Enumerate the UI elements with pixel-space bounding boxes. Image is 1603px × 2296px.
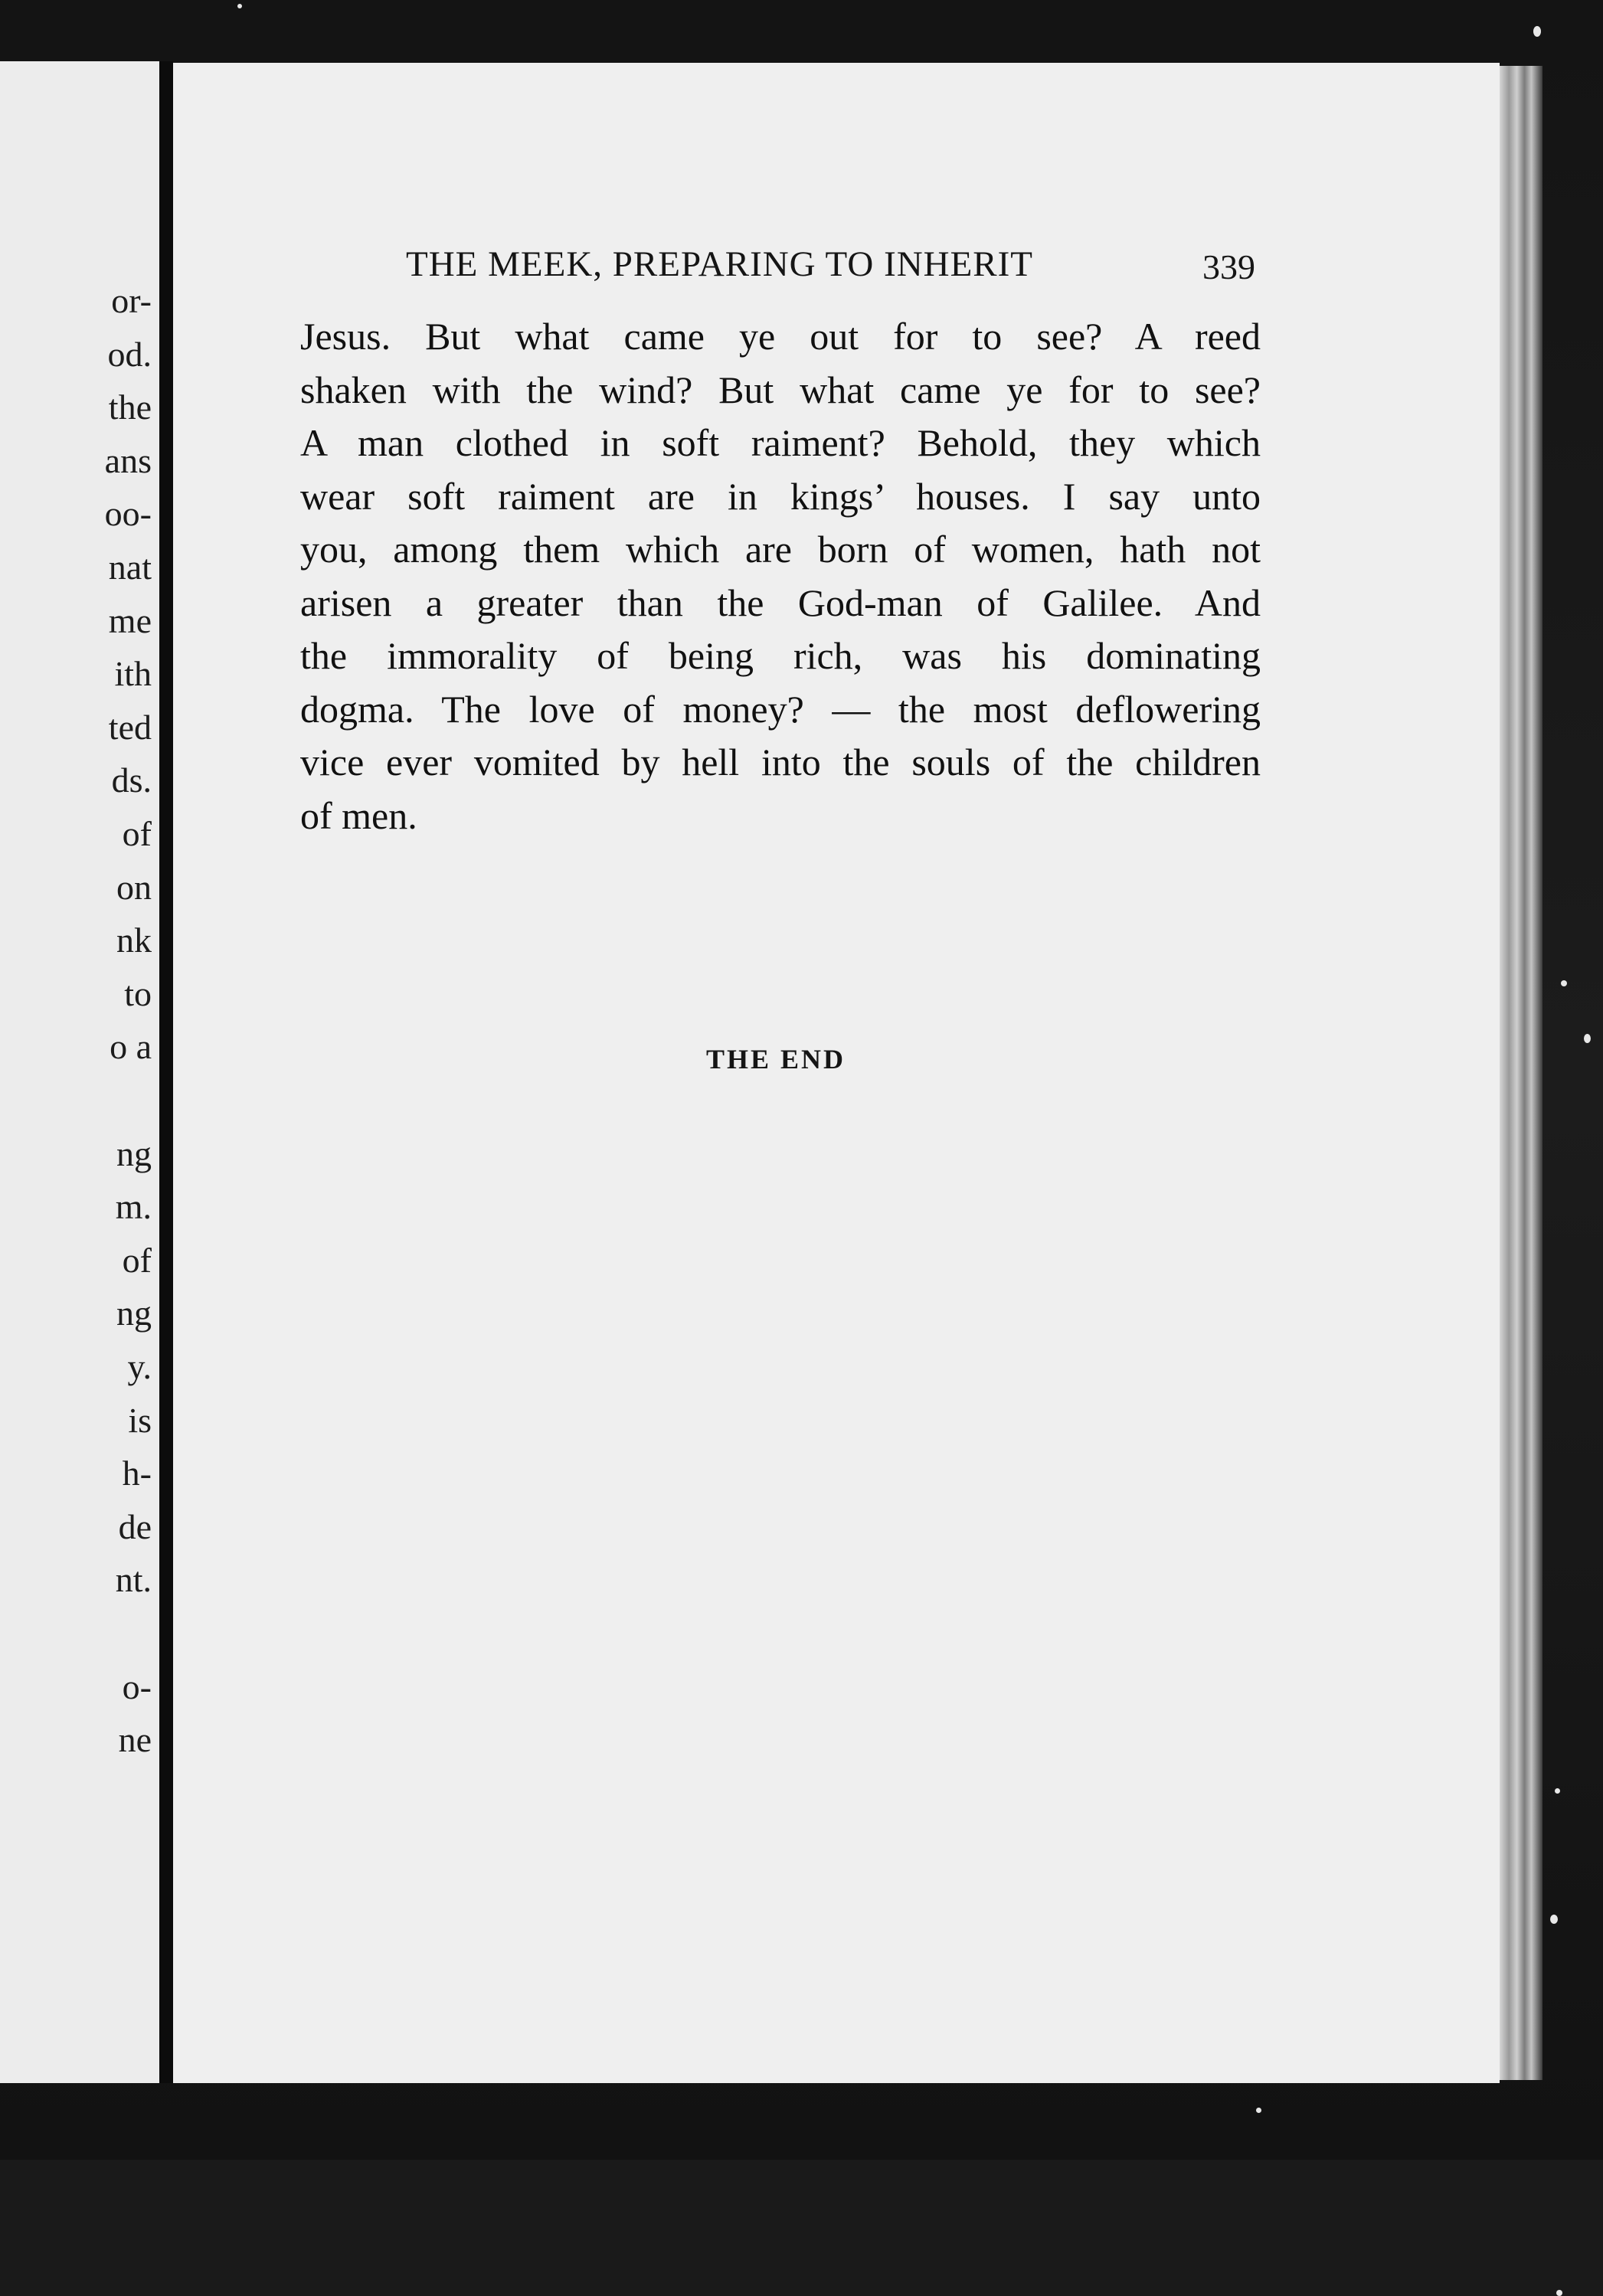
book-gutter — [159, 61, 173, 2083]
scan-speck — [1555, 1788, 1560, 1794]
left-page-fragment: od. — [107, 334, 152, 374]
scan-speck — [1584, 1034, 1591, 1043]
body-line: you, among them which are born of women, hath not — [300, 528, 1261, 571]
left-page-fragment: ted — [108, 707, 152, 747]
running-head: THE MEEK, PREPARING TO INHERIT — [406, 244, 1034, 284]
body-line: wear soft raiment are in kings’ houses. I say unto — [300, 474, 1261, 518]
scan-speck — [1561, 980, 1567, 986]
body-line: of men. — [300, 793, 417, 837]
scan-speck — [1550, 1915, 1558, 1924]
left-page-fragment: is — [128, 1400, 152, 1440]
left-page-fragment: ne — [118, 1720, 152, 1760]
left-page-fragment: ith — [114, 654, 152, 694]
left-page-fragment: m. — [115, 1187, 152, 1227]
left-page-fragment: nat — [108, 548, 152, 587]
left-page-fragment: the — [108, 388, 152, 427]
body-line: A man clothed in soft raiment? Behold, they which — [300, 421, 1261, 464]
left-page-fragment: or- — [111, 281, 152, 320]
left-page-fragment: ng — [116, 1294, 152, 1333]
left-page-fragment: ds. — [111, 760, 152, 800]
page-number: 339 — [1202, 247, 1255, 286]
scan-speck — [1256, 2108, 1261, 2113]
left-page-fragment: on — [116, 867, 152, 907]
left-page-fragment: oo- — [104, 494, 152, 534]
body-line: arisen a greater than the God-man of Galilee. And — [300, 581, 1261, 624]
left-page-fragment: de — [118, 1506, 152, 1546]
left-page-fragment: y. — [127, 1347, 152, 1386]
left-page-fragment: o a — [110, 1027, 152, 1067]
left-page-fragment: ans — [104, 440, 152, 480]
left-page-fragment: to — [124, 973, 152, 1013]
scan-speck — [237, 4, 242, 8]
body-line: dogma. The love of money? — the most deflowering — [300, 687, 1261, 731]
left-page-fragment: nk — [116, 921, 152, 960]
page-edge-stack — [1500, 66, 1542, 2080]
left-page-fragment: ng — [116, 1133, 152, 1173]
left-page-fragment: o- — [122, 1666, 152, 1706]
scan-speck — [1556, 2290, 1562, 2296]
body-paragraph — [300, 310, 1261, 842]
body-line: Jesus. But what came ye out for to see? A reed — [300, 315, 1261, 358]
the-end-heading: THE END — [706, 1044, 846, 1074]
left-page-fragment: of — [122, 1240, 152, 1280]
body-line: vice ever vomited by hell into the souls of the children — [300, 741, 1261, 783]
left-page-fragment: me — [108, 600, 152, 640]
scan-speck — [1533, 26, 1541, 37]
left-page-fragment: nt. — [115, 1560, 152, 1600]
facing-page-left — [0, 61, 159, 2083]
left-page-fragment: h- — [122, 1454, 152, 1493]
body-line: shaken with the wind? But what came ye for to see? — [300, 368, 1261, 411]
body-line: the immorality of being rich, was his dominating — [300, 634, 1261, 677]
left-page-fragment: of — [122, 814, 152, 853]
